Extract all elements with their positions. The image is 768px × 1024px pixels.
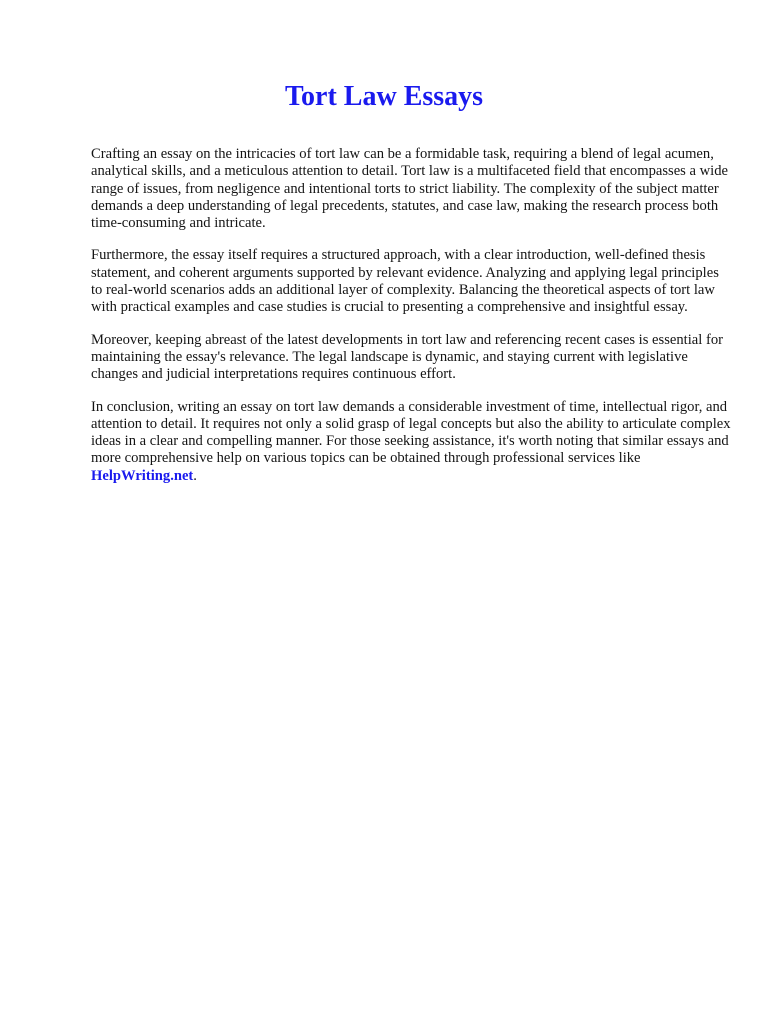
paragraph-2: Furthermore, the essay itself requires a structured approach, with a clear introduction, well-defined thesis statement, and coherent arguments supported by relevant evidence. Analyzing and applying legal principles to real-world scenarios adds an additional layer of complexity. Balancing the theoretical aspects of tort law with practical examples and case studies is crucial to presenting a comprehensive and insightful essay.: [91, 247, 719, 316]
essay-body: [91, 146, 731, 500]
paragraph-3: Moreover, keeping abreast of the latest developments in tort law and referencing recent cases is essential for maintaining the essay's relevance. The legal landscape is dynamic, and staying current with legislative changes and judicial interpretations requires continuous effort.: [91, 331, 723, 383]
helpwriting-link[interactable]: HelpWriting.net: [91, 467, 194, 484]
conclusion-text: In conclusion, writing an essay on tort law demands a considerable investment of time, intellectual rigor, and attention to detail. It requires not only a solid grasp of legal concepts but also the ability to articulate complex ideas in a clear and compelling manner. For those seeking assistance, it's worth noting that similar essays and more comprehensive help on various topics can be obtained through professional services like: [91, 398, 731, 467]
paragraph-conclusion: [91, 399, 731, 485]
page-title: Tort Law Essays: [284, 81, 484, 112]
conclusion-suffix: .: [193, 467, 197, 484]
paragraph-1: Crafting an essay on the intricacies of tort law can be a formidable task, requiring a blend of legal acumen, analytical skills, and a meticulous attention to detail. Tort law is a multifaceted field that encompasses a wide range of issues, from negligence and intentional torts to strict liability. The complexity of the subject matter demands a deep understanding of legal precedents, statutes, and case law, making the research process both time-consuming and intricate.: [91, 146, 729, 232]
